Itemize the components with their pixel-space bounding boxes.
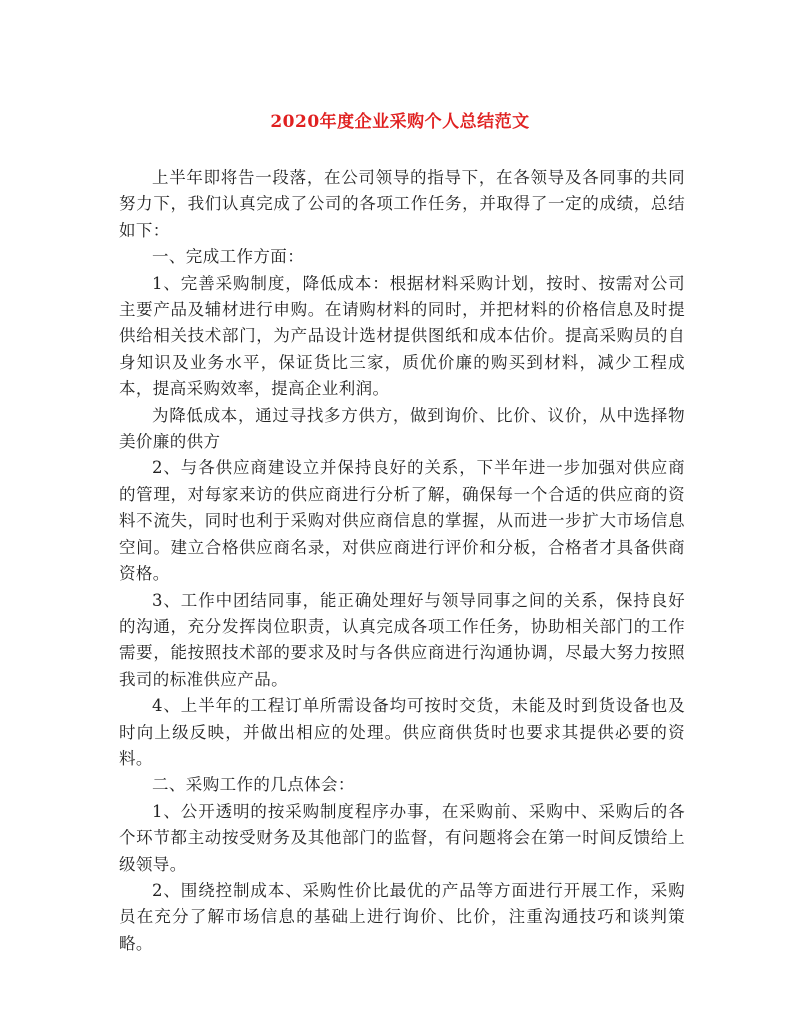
paragraph-item-2: 2、与各供应商建设立并保持良好的关系，下半年进一步加强对供应商的管理，对每家来访的供应商进行分析了解，确保每一个合适的供应商的资料不流失，同时也利于采购对供应商信息的掌握，从而进一步扩大市场信息空间。建立合格供应商名录，对供应商进行评价和分板，合格者才具备供商资格。 bbox=[119, 458, 685, 584]
paragraph-item-1: 1、完善采购制度，降低成本：根据材料采购计划，按时、按需对公司主要产品及辅材进行申购。在请购材料的同时，并把材料的价格信息及时提供给相关技术部门，为产品设计选材提供图纸和成本估价。提高采购员的自身知识及业务水平，保证货比三家，质优价廉的购买到材料，减少工程成本，提高采购效率，提高企业利润。 bbox=[119, 273, 685, 399]
document-title: 2020年度企业采购个人总结范文 bbox=[270, 112, 530, 132]
section-heading-work-completed: 一、完成工作方面： bbox=[152, 247, 305, 267]
paragraph-experience-1: 1、公开透明的按采购制度程序办事，在采购前、采购中、采购后的各个环节都主动按受财务及其他部门的监督，有问题将会在第一时间反馈给上级领导。 bbox=[119, 801, 685, 874]
document-body bbox=[119, 165, 685, 957]
section-heading-experience: 二、采购工作的几点体会： bbox=[152, 775, 355, 795]
paragraph-experience-2: 2、围绕控制成本、采购性价比最优的产品等方面进行开展工作，采购员在充分了解市场信息的基础上进行询价、比价，注重沟通技巧和谈判策略。 bbox=[119, 880, 685, 953]
paragraph-item-3: 3、工作中团结同事，能正确处理好与领导同事之间的关系，保持良好的沟通，充分发挥岗位职责，认真完成各项工作任务，协助相关部门的工作需要，能按照技术部的要求及时与各供应商进行沟通协调，尽最大努力按照我司的标准供应产品。 bbox=[119, 590, 685, 689]
paragraph-item-4: 4、上半年的工程订单所需设备均可按时交货，未能及时到货设备也及时向上级反映，并做出相应的处理。供应商供货时也要求其提供必要的资料。 bbox=[119, 696, 685, 768]
paragraph-intro: 上半年即将告一段落，在公司领导的指导下，在各领导及各同事的共同努力下，我们认真完成了公司的各项工作任务，并取得了一定的成绩，总结如下： bbox=[119, 168, 685, 240]
paragraph-cost-reduction: 为降低成本，通过寻找多方供方，做到询价、比价、议价，从中选择物美价廉的供方 bbox=[119, 405, 685, 452]
